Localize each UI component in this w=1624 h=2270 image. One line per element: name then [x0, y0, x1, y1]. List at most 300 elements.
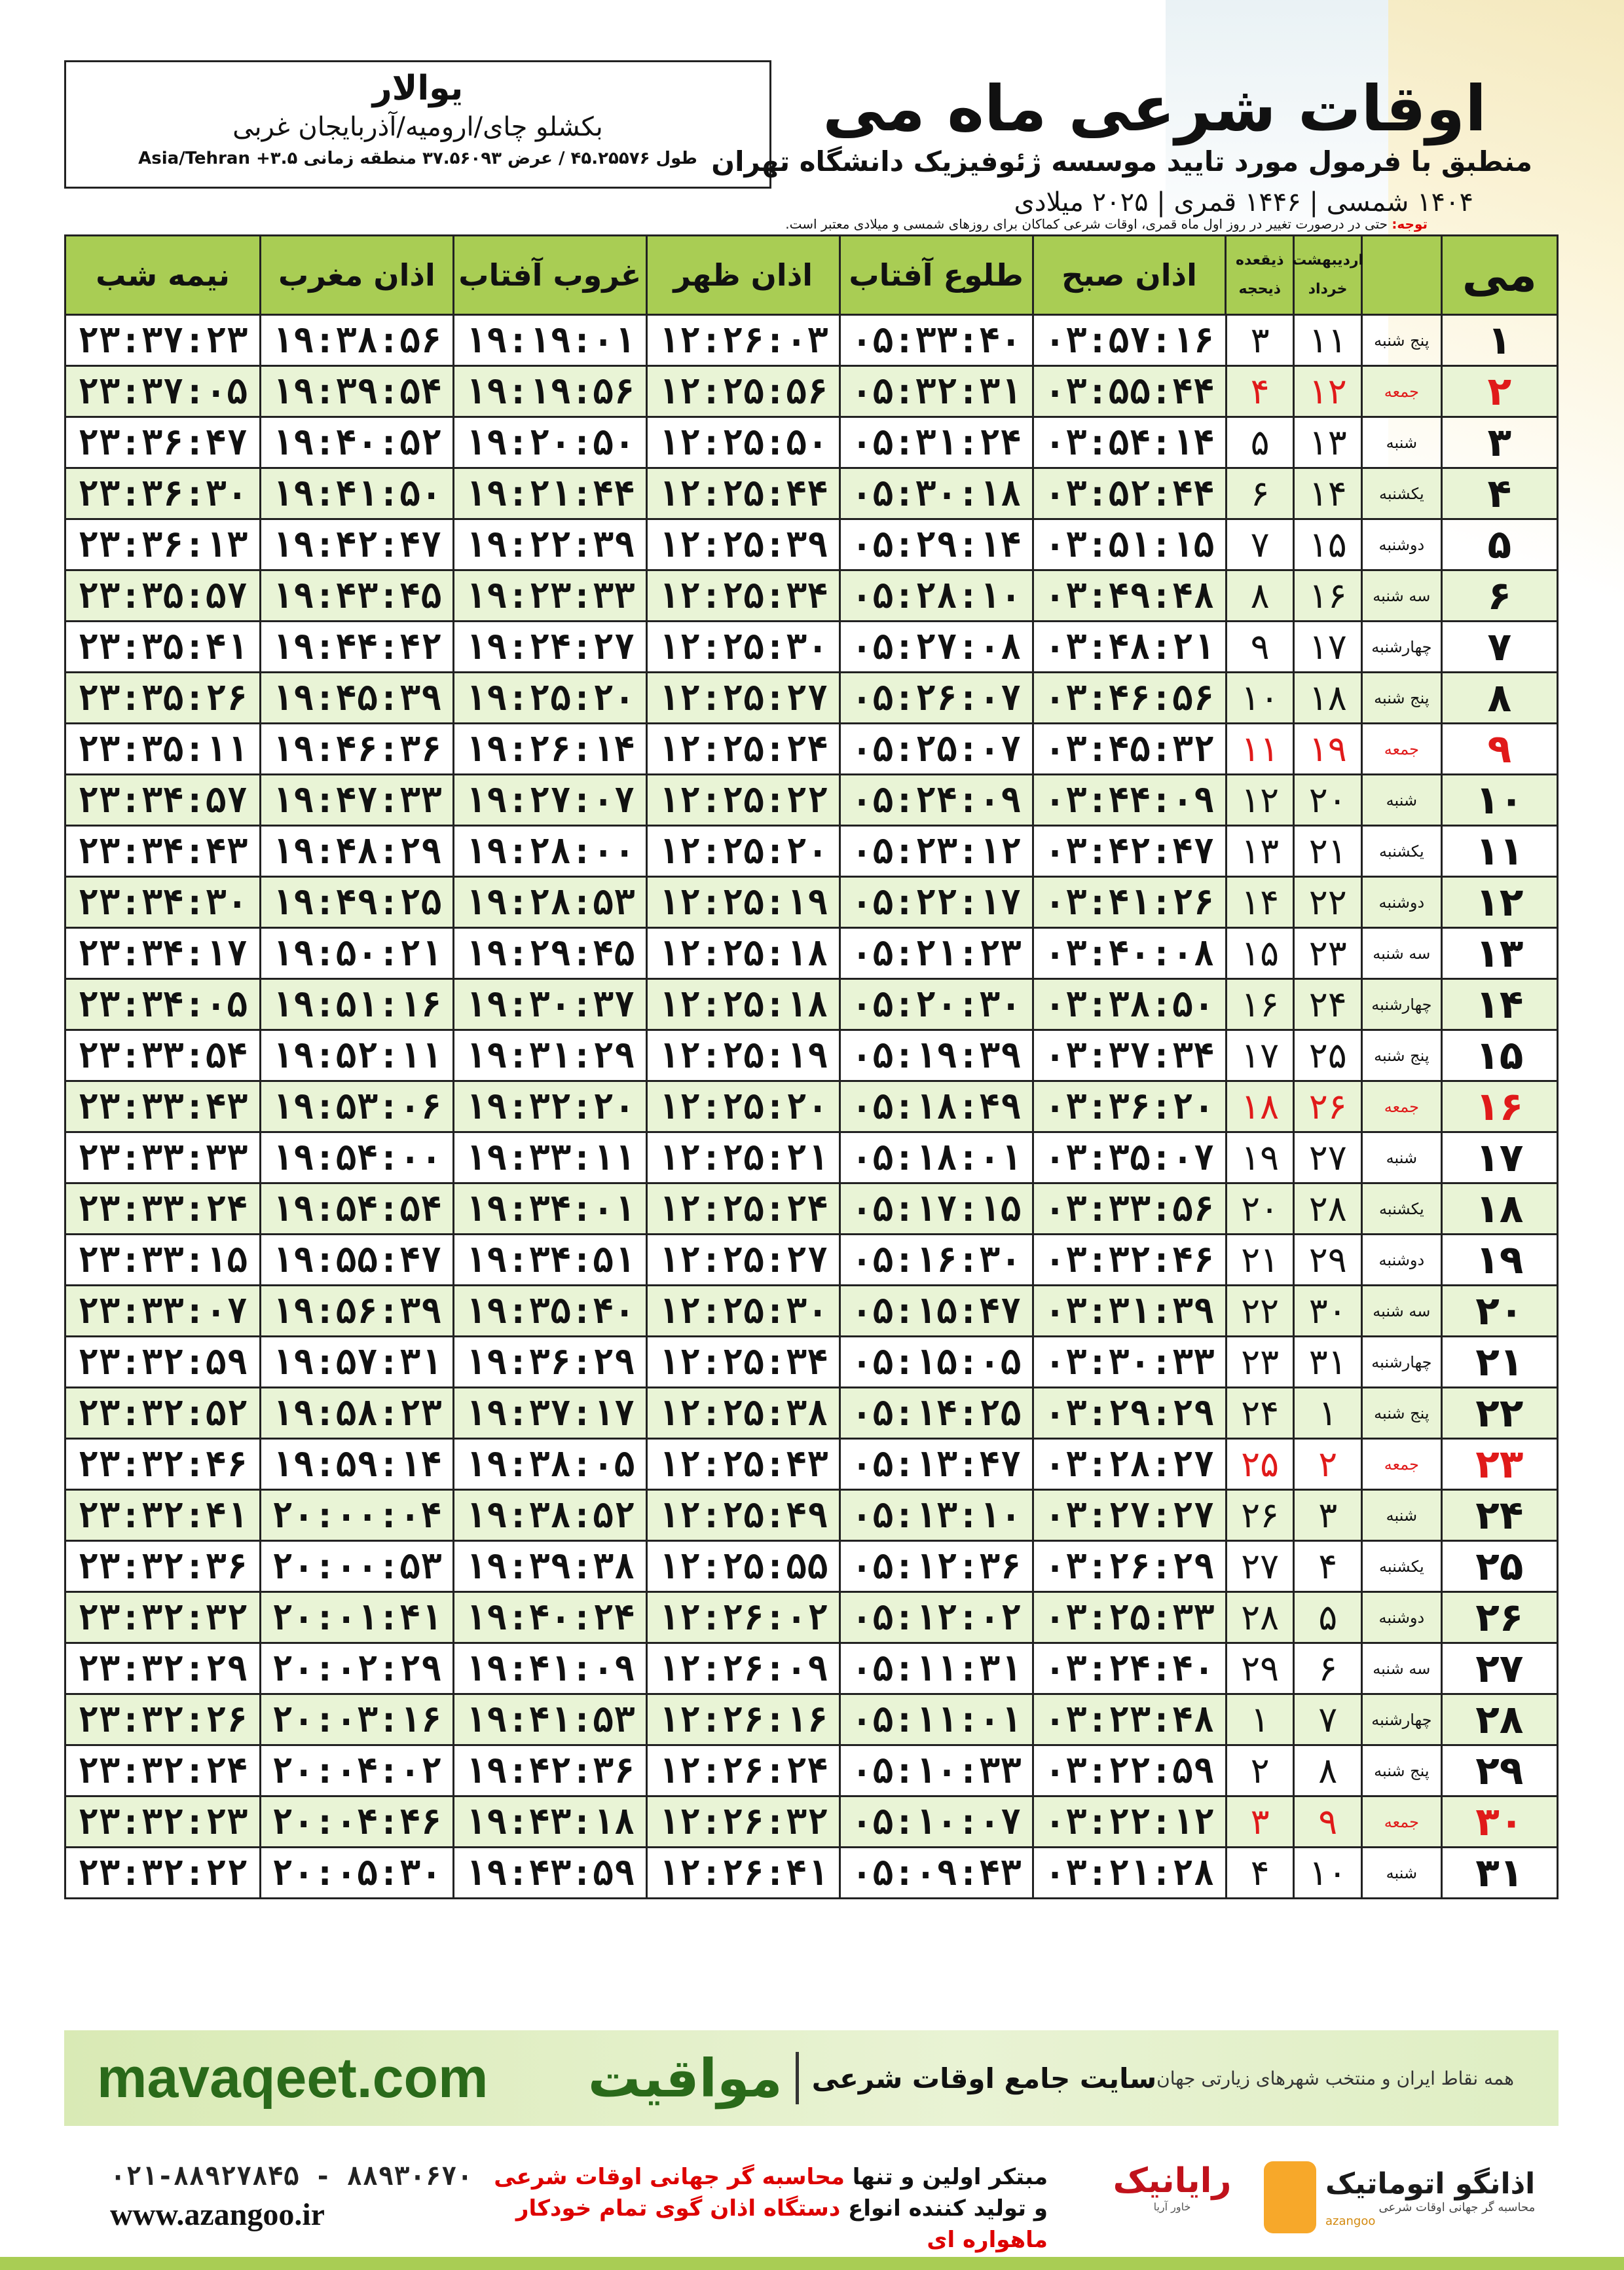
midnight-time-cell: ۲۳:۳۲:۲۶	[77, 1699, 248, 1740]
header-fajr: اذان صبح	[1032, 236, 1225, 314]
shamsi-date-cell: ۱۹	[1293, 724, 1361, 773]
sunset-time-cell: ۱۹:۳۸:۰۵	[452, 1440, 646, 1489]
day-cell: ۹	[1441, 724, 1557, 773]
weekday-cell: جمعه	[1361, 1440, 1441, 1489]
day-cell: ۷	[1441, 622, 1557, 671]
sunrise-time-cell: ۰۵:۲۲:۱۷	[839, 878, 1032, 927]
qamari-date-cell: ۳	[1225, 1797, 1293, 1846]
sunset-time-cell: ۱۹:۴۳:۱۸	[452, 1797, 646, 1846]
shamsi-date-cell: ۱۰	[1293, 1848, 1361, 1897]
note-text: حتی در درصورت تغییر در روز اول ماه قمری، اوقات شرعی کماکان برای روزهای شمسی و میلادی معتبر است.	[785, 216, 1388, 232]
shamsi-date-cell: ۲	[1293, 1440, 1361, 1489]
table-row	[64, 1695, 1559, 1746]
qamari-date-cell: ۱۳	[1225, 827, 1293, 876]
weekday-cell: سه شنبه	[1361, 1286, 1441, 1335]
weekday-cell: پنج شنبه	[1361, 673, 1441, 722]
sunset-time-cell: ۱۹:۲۸:۰۰	[452, 827, 646, 876]
azangoo-url[interactable]: www.azangoo.ir	[110, 2197, 325, 2232]
fajr-time-cell: ۰۳:۲۵:۳۳	[1032, 1593, 1225, 1642]
weekday-cell: یکشنبه	[1361, 1184, 1441, 1233]
midnight-time-cell: ۲۳:۳۳:۳۳	[77, 1137, 248, 1178]
brand-divider	[796, 2052, 799, 2104]
qamari-date-cell: ۶	[1225, 469, 1293, 518]
sunrise-time-cell: ۰۵:۱۴:۲۵	[839, 1388, 1032, 1438]
day-cell: ۳	[1441, 418, 1557, 467]
sunset-time-cell: ۱۹:۴۲:۳۶	[452, 1746, 646, 1795]
maghrib-time-cell: ۱۹:۵۴:۵۴	[259, 1184, 452, 1233]
midnight-time-cell: ۲۳:۳۲:۲۹	[77, 1648, 248, 1689]
day-cell: ۲۹	[1441, 1746, 1557, 1795]
fajr-time-cell: ۰۳:۵۱:۱۵	[1032, 520, 1225, 569]
sunset-time-cell: ۱۹:۲۵:۲۰	[452, 673, 646, 722]
sunrise-time-cell: ۰۵:۱۱:۰۱	[839, 1695, 1032, 1744]
dhuhr-time-cell: ۱۲:۲۵:۲۰	[646, 1082, 839, 1131]
promo-line-2-text: و تولید کننده انواع	[840, 2195, 1048, 2222]
fajr-time-cell: ۰۳:۳۶:۲۰	[1032, 1082, 1225, 1131]
weekday-cell: دوشنبه	[1361, 1235, 1441, 1284]
sunrise-time-cell: ۰۵:۱۸:۴۹	[839, 1082, 1032, 1131]
midnight-time-cell: ۲۳:۳۶:۴۷	[77, 422, 248, 463]
shamsi-date-cell: ۱۸	[1293, 673, 1361, 722]
maghrib-time-cell: ۱۹:۵۴:۰۰	[259, 1133, 452, 1182]
header-month: می	[1441, 236, 1557, 314]
sunrise-time-cell: ۰۵:۲۱:۲۳	[839, 929, 1032, 978]
dhuhr-time-cell: ۱۲:۲۵:۱۸	[646, 929, 839, 978]
midnight-time-cell: ۲۳:۳۲:۴۶	[77, 1443, 248, 1485]
midnight-time-cell: ۲۳:۳۲:۵۲	[77, 1392, 248, 1434]
header-qamari	[1225, 236, 1293, 314]
sunset-time-cell: ۱۹:۲۸:۵۳	[452, 878, 646, 927]
shamsi-date-cell: ۷	[1293, 1695, 1361, 1744]
maghrib-time-cell: ۲۰:۰۲:۲۹	[259, 1644, 452, 1693]
qamari-date-cell: ۵	[1225, 418, 1293, 467]
brand-tagline: سایت جامع اوقات شرعی	[811, 2062, 1157, 2094]
sunrise-time-cell: ۰۵:۱۷:۱۵	[839, 1184, 1032, 1233]
midnight-time-cell: ۲۳:۳۳:۴۳	[77, 1086, 248, 1127]
maghrib-time-cell: ۱۹:۴۲:۴۷	[259, 520, 452, 569]
qamari-date-cell: ۱۹	[1225, 1133, 1293, 1182]
location-box	[64, 60, 771, 189]
azangoo-badge-icon	[1264, 2161, 1316, 2233]
note-label: توجه:	[1392, 216, 1428, 232]
dhuhr-time-cell: ۱۲:۲۵:۵۶	[646, 367, 839, 416]
sunset-time-cell: ۱۹:۴۱:۵۳	[452, 1695, 646, 1744]
weekday-cell: شنبه	[1361, 418, 1441, 467]
promo-line-1-highlight: محاسبه گر جهانی اوقات شرعی	[494, 2164, 845, 2190]
qamari-date-cell: ۱۷	[1225, 1031, 1293, 1080]
promo-line-2	[458, 2193, 1048, 2256]
weekday-cell: سه شنبه	[1361, 1644, 1441, 1693]
shamsi-date-cell: ۲۴	[1293, 980, 1361, 1029]
table-row	[64, 775, 1559, 827]
dhuhr-time-cell: ۱۲:۲۶:۰۹	[646, 1644, 839, 1693]
rayanik-logo-sub: خاور آریا	[1153, 2201, 1191, 2213]
sunrise-time-cell: ۰۵:۲۴:۰۹	[839, 775, 1032, 825]
weekday-cell: یکشنبه	[1361, 469, 1441, 518]
table-row	[64, 367, 1559, 418]
maghrib-time-cell: ۲۰:۰۰:۵۳	[259, 1542, 452, 1591]
location-region: بکشلو چای/ارومیه/آذربایجان غربی	[232, 112, 603, 142]
midnight-time-cell: ۲۳:۳۲:۴۱	[77, 1495, 248, 1536]
sunset-time-cell: ۱۹:۳۵:۴۰	[452, 1286, 646, 1335]
fajr-time-cell: ۰۳:۳۸:۵۰	[1032, 980, 1225, 1029]
table-row	[64, 1082, 1559, 1133]
sunrise-time-cell: ۰۵:۲۳:۱۲	[839, 827, 1032, 876]
sunrise-time-cell: ۰۵:۲۶:۰۷	[839, 673, 1032, 722]
day-cell: ۱۶	[1441, 1082, 1557, 1131]
weekday-cell: یکشنبه	[1361, 1542, 1441, 1591]
dhuhr-time-cell: ۱۲:۲۵:۲۷	[646, 673, 839, 722]
maghrib-time-cell: ۱۹:۴۱:۵۰	[259, 469, 452, 518]
table-row	[64, 469, 1559, 520]
fajr-time-cell: ۰۳:۴۰:۰۸	[1032, 929, 1225, 978]
maghrib-time-cell: ۱۹:۵۹:۱۴	[259, 1440, 452, 1489]
qamari-date-cell: ۱۱	[1225, 724, 1293, 773]
weekday-cell: چهارشنبه	[1361, 1695, 1441, 1744]
fajr-time-cell: ۰۳:۵۴:۱۴	[1032, 418, 1225, 467]
dhuhr-time-cell: ۱۲:۲۵:۴۳	[646, 1440, 839, 1489]
day-cell: ۲۱	[1441, 1337, 1557, 1386]
dhuhr-time-cell: ۱۲:۲۵:۲۰	[646, 827, 839, 876]
weekday-cell: جمعه	[1361, 1797, 1441, 1846]
location-city: یوالار	[372, 69, 464, 108]
qamari-date-cell: ۱۲	[1225, 775, 1293, 825]
sunset-time-cell: ۱۹:۲۰:۵۰	[452, 418, 646, 467]
azangoo-logo-en: azangoo	[1325, 2214, 1376, 2228]
dhuhr-time-cell: ۱۲:۲۵:۵۵	[646, 1542, 839, 1591]
fajr-time-cell: ۰۳:۵۷:۱۶	[1032, 316, 1225, 365]
midnight-time-cell: ۲۳:۳۵:۴۱	[77, 626, 248, 667]
sunrise-time-cell: ۰۵:۲۰:۳۰	[839, 980, 1032, 1029]
shamsi-date-cell: ۶	[1293, 1644, 1361, 1693]
shamsi-date-cell: ۲۲	[1293, 878, 1361, 927]
sunset-time-cell: ۱۹:۱۹:۵۶	[452, 367, 646, 416]
weekday-cell: جمعه	[1361, 367, 1441, 416]
header-weekday	[1361, 236, 1441, 314]
table-row	[64, 1388, 1559, 1440]
fajr-time-cell: ۰۳:۲۶:۲۹	[1032, 1542, 1225, 1591]
maghrib-time-cell: ۱۹:۵۷:۳۱	[259, 1337, 452, 1386]
phone-numbers: ۰۲۱-۸۸۹۲۷۸۴۵ - ۸۸۹۳۰۶۷۰	[110, 2161, 473, 2191]
sunset-time-cell: ۱۹:۳۴:۰۱	[452, 1184, 646, 1233]
table-body	[64, 316, 1559, 1899]
fajr-time-cell: ۰۳:۲۲:۱۲	[1032, 1797, 1225, 1846]
fajr-time-cell: ۰۳:۲۹:۲۹	[1032, 1388, 1225, 1438]
dhuhr-time-cell: ۱۲:۲۵:۱۸	[646, 980, 839, 1029]
day-cell: ۱۰	[1441, 775, 1557, 825]
maghrib-time-cell: ۱۹:۴۵:۳۹	[259, 673, 452, 722]
maghrib-time-cell: ۲۰:۰۴:۴۶	[259, 1797, 452, 1846]
rayanik-logo-text: رایانیک	[1113, 2161, 1232, 2201]
weekday-cell: پنج شنبه	[1361, 1031, 1441, 1080]
table-row	[64, 1848, 1559, 1899]
table-row	[64, 520, 1559, 571]
header-shamsi-bottom: خرداد	[1308, 281, 1348, 297]
sunrise-time-cell: ۰۵:۳۰:۱۸	[839, 469, 1032, 518]
sunrise-time-cell: ۰۵:۱۲:۰۲	[839, 1593, 1032, 1642]
maghrib-time-cell: ۱۹:۴۳:۴۵	[259, 571, 452, 620]
maghrib-time-cell: ۱۹:۴۰:۵۲	[259, 418, 452, 467]
day-cell: ۵	[1441, 520, 1557, 569]
shamsi-date-cell: ۵	[1293, 1593, 1361, 1642]
sunrise-time-cell: ۰۵:۳۲:۳۱	[839, 367, 1032, 416]
header-maghrib: اذان مغرب	[259, 236, 452, 314]
qamari-date-cell: ۱۵	[1225, 929, 1293, 978]
weekday-cell: سه شنبه	[1361, 571, 1441, 620]
qamari-date-cell: ۱۰	[1225, 673, 1293, 722]
day-cell: ۳۰	[1441, 1797, 1557, 1846]
sunrise-time-cell: ۰۵:۲۵:۰۷	[839, 724, 1032, 773]
weekday-cell: دوشنبه	[1361, 878, 1441, 927]
fajr-time-cell: ۰۳:۴۲:۴۷	[1032, 827, 1225, 876]
qamari-date-cell: ۱۶	[1225, 980, 1293, 1029]
day-cell: ۲۴	[1441, 1491, 1557, 1540]
sunset-time-cell: ۱۹:۲۷:۰۷	[452, 775, 646, 825]
midnight-time-cell: ۲۳:۳۴:۱۷	[77, 933, 248, 974]
midnight-time-cell: ۲۳:۳۵:۵۷	[77, 575, 248, 616]
midnight-time-cell: ۲۳:۳۳:۱۵	[77, 1239, 248, 1280]
dhuhr-time-cell: ۱۲:۲۵:۳۰	[646, 622, 839, 671]
dhuhr-time-cell: ۱۲:۲۵:۲۴	[646, 1184, 839, 1233]
day-cell: ۲۷	[1441, 1644, 1557, 1693]
dhuhr-time-cell: ۱۲:۲۶:۴۱	[646, 1848, 839, 1897]
maghrib-time-cell: ۱۹:۴۶:۳۶	[259, 724, 452, 773]
fajr-time-cell: ۰۳:۴۸:۲۱	[1032, 622, 1225, 671]
dhuhr-time-cell: ۱۲:۲۵:۵۰	[646, 418, 839, 467]
qamari-date-cell: ۲۰	[1225, 1184, 1293, 1233]
sunset-time-cell: ۱۹:۲۲:۳۹	[452, 520, 646, 569]
sunrise-time-cell: ۰۵:۱۲:۳۶	[839, 1542, 1032, 1591]
table-row	[64, 316, 1559, 367]
table-row	[64, 929, 1559, 980]
sunset-time-cell: ۱۹:۲۴:۲۷	[452, 622, 646, 671]
maghrib-time-cell: ۱۹:۵۰:۲۱	[259, 929, 452, 978]
azangoo-logo-texts	[1325, 2167, 1535, 2228]
fajr-time-cell: ۰۳:۲۱:۲۸	[1032, 1848, 1225, 1897]
footer-band	[64, 2030, 1559, 2126]
midnight-time-cell: ۲۳:۳۲:۳۶	[77, 1546, 248, 1587]
qamari-date-cell: ۲۱	[1225, 1235, 1293, 1284]
dhuhr-time-cell: ۱۲:۲۵:۳۴	[646, 1337, 839, 1386]
day-cell: ۲۰	[1441, 1286, 1557, 1335]
dhuhr-time-cell: ۱۲:۲۶:۳۲	[646, 1797, 839, 1846]
dhuhr-time-cell: ۱۲:۲۵:۱۹	[646, 1031, 839, 1080]
dates-line: ۱۴۰۴ شمسی | ۱۴۴۶ قمری | ۲۰۲۵ میلادی	[1014, 187, 1473, 217]
table-row	[64, 1644, 1559, 1695]
table-row	[64, 1797, 1559, 1848]
day-cell: ۲	[1441, 367, 1557, 416]
dhuhr-time-cell: ۱۲:۲۵:۱۹	[646, 878, 839, 927]
header-shamsi	[1292, 236, 1364, 314]
table-row	[64, 1184, 1559, 1235]
table-row	[64, 622, 1559, 673]
table-row	[64, 418, 1559, 469]
fajr-time-cell: ۰۳:۴۶:۵۶	[1032, 673, 1225, 722]
qamari-date-cell: ۴	[1225, 1848, 1293, 1897]
sunrise-time-cell: ۰۵:۳۱:۲۴	[839, 418, 1032, 467]
maghrib-time-cell: ۱۹:۴۹:۲۵	[259, 878, 452, 927]
header-qamari-top: ذیقعده	[1236, 252, 1284, 269]
dhuhr-time-cell: ۱۲:۲۶:۰۲	[646, 1593, 839, 1642]
shamsi-date-cell: ۳۰	[1293, 1286, 1361, 1335]
shamsi-date-cell: ۱۷	[1293, 622, 1361, 671]
fajr-time-cell: ۰۳:۲۳:۴۸	[1032, 1695, 1225, 1744]
maghrib-time-cell: ۱۹:۴۸:۲۹	[259, 827, 452, 876]
fajr-time-cell: ۰۳:۵۲:۴۴	[1032, 469, 1225, 518]
weekday-cell: یکشنبه	[1361, 827, 1441, 876]
shamsi-date-cell: ۸	[1293, 1746, 1361, 1795]
table-row	[64, 1593, 1559, 1644]
sunset-time-cell: ۱۹:۳۲:۲۰	[452, 1082, 646, 1131]
maghrib-time-cell: ۲۰:۰۴:۰۲	[259, 1746, 452, 1795]
weekday-cell: شنبه	[1361, 1491, 1441, 1540]
dhuhr-time-cell: ۱۲:۲۵:۳۸	[646, 1388, 839, 1438]
dhuhr-time-cell: ۱۲:۲۵:۴۴	[646, 469, 839, 518]
midnight-time-cell: ۲۳:۳۵:۲۶	[77, 677, 248, 718]
fajr-time-cell: ۰۳:۴۵:۳۲	[1032, 724, 1225, 773]
site-url[interactable]: mavaqeet.com	[97, 2046, 489, 2110]
promo-text	[458, 2161, 1048, 2256]
location-coords: طول ۴۵.۲۵۵۷۶ / عرض ۳۷.۵۶۰۹۳ منطقه زمانی ۳.۵+ Asia/Tehran	[138, 149, 697, 168]
weekday-cell: شنبه	[1361, 1848, 1441, 1897]
midnight-time-cell: ۲۳:۳۳:۰۷	[77, 1290, 248, 1331]
header-dhuhr: اذان ظهر	[646, 236, 839, 314]
midnight-time-cell: ۲۳:۳۳:۲۴	[77, 1188, 248, 1229]
sunrise-time-cell: ۰۵:۱۰:۰۷	[839, 1797, 1032, 1846]
day-cell: ۶	[1441, 571, 1557, 620]
day-cell: ۱۴	[1441, 980, 1557, 1029]
day-cell: ۲۲	[1441, 1388, 1557, 1438]
fajr-time-cell: ۰۳:۲۷:۲۷	[1032, 1491, 1225, 1540]
promo-line-2-highlight: دستگاه اذان گوی تمام خودکار ماهواره ای	[515, 2195, 1048, 2253]
shamsi-date-cell: ۲۹	[1293, 1235, 1361, 1284]
day-cell: ۱۷	[1441, 1133, 1557, 1182]
day-cell: ۲۳	[1441, 1440, 1557, 1489]
sunset-time-cell: ۱۹:۲۳:۳۳	[452, 571, 646, 620]
fajr-time-cell: ۰۳:۵۵:۴۴	[1032, 367, 1225, 416]
sunrise-time-cell: ۰۵:۱۳:۴۷	[839, 1440, 1032, 1489]
midnight-time-cell: ۲۳:۳۲:۲۲	[77, 1852, 248, 1893]
fajr-time-cell: ۰۳:۳۲:۴۶	[1032, 1235, 1225, 1284]
fajr-time-cell: ۰۳:۴۴:۰۹	[1032, 775, 1225, 825]
header-midnight: نیمه شب	[96, 257, 230, 293]
shamsi-date-cell: ۹	[1293, 1797, 1361, 1846]
fajr-time-cell: ۰۳:۲۸:۲۷	[1032, 1440, 1225, 1489]
day-cell: ۱۳	[1441, 929, 1557, 978]
sunrise-time-cell: ۰۵:۱۰:۳۳	[839, 1746, 1032, 1795]
shamsi-date-cell: ۱۶	[1293, 571, 1361, 620]
weekday-cell: چهارشنبه	[1361, 980, 1441, 1029]
midnight-time-cell: ۲۳:۳۴:۰۵	[77, 984, 248, 1025]
sunset-time-cell: ۱۹:۳۷:۱۷	[452, 1388, 646, 1438]
header-shamsi-top: اردیبهشت	[1292, 252, 1364, 269]
dhuhr-time-cell: ۱۲:۲۵:۳۰	[646, 1286, 839, 1335]
brand-block	[588, 2048, 1526, 2109]
midnight-time-cell: ۲۳:۳۷:۲۳	[77, 320, 248, 361]
sunrise-time-cell: ۰۵:۱۹:۳۹	[839, 1031, 1032, 1080]
qamari-date-cell: ۲۹	[1225, 1644, 1293, 1693]
weekday-cell: دوشنبه	[1361, 1593, 1441, 1642]
table-row	[64, 1337, 1559, 1388]
day-cell: ۱	[1441, 316, 1557, 365]
midnight-time-cell: ۲۳:۳۷:۰۵	[77, 371, 248, 412]
sunset-time-cell: ۱۹:۳۹:۳۸	[452, 1542, 646, 1591]
shamsi-date-cell: ۱۱	[1293, 316, 1361, 365]
shamsi-date-cell: ۱۳	[1293, 418, 1361, 467]
weekday-cell: سه شنبه	[1361, 929, 1441, 978]
maghrib-time-cell: ۱۹:۳۹:۵۴	[259, 367, 452, 416]
qamari-date-cell: ۲۸	[1225, 1593, 1293, 1642]
promo-line-1	[458, 2161, 1048, 2193]
prayer-times-table	[64, 234, 1559, 1899]
shamsi-date-cell: ۳	[1293, 1491, 1361, 1540]
table-row	[64, 1235, 1559, 1286]
maghrib-time-cell: ۲۰:۰۵:۳۰	[259, 1848, 452, 1897]
dhuhr-time-cell: ۱۲:۲۶:۱۶	[646, 1695, 839, 1744]
table-row	[64, 1031, 1559, 1082]
weekday-cell: جمعه	[1361, 1082, 1441, 1131]
table-row	[64, 1491, 1559, 1542]
qamari-date-cell: ۲۷	[1225, 1542, 1293, 1591]
day-cell: ۱۹	[1441, 1235, 1557, 1284]
qamari-date-cell: ۳	[1225, 316, 1293, 365]
sunset-time-cell: ۱۹:۴۳:۵۹	[452, 1848, 646, 1897]
maghrib-time-cell: ۱۹:۵۲:۱۱	[259, 1031, 452, 1080]
dhuhr-time-cell: ۱۲:۲۶:۰۳	[646, 316, 839, 365]
rayanik-logo	[1107, 2161, 1238, 2233]
header-sunrise: طلوع آفتاب	[839, 236, 1032, 314]
qamari-date-cell: ۸	[1225, 571, 1293, 620]
weekday-cell: چهارشنبه	[1361, 622, 1441, 671]
maghrib-time-cell: ۱۹:۵۳:۰۶	[259, 1082, 452, 1131]
sunrise-time-cell: ۰۵:۲۷:۰۸	[839, 622, 1032, 671]
table-header	[64, 234, 1559, 316]
table-row	[64, 827, 1559, 878]
maghrib-time-cell: ۲۰:۰۱:۴۱	[259, 1593, 452, 1642]
qamari-date-cell: ۲۴	[1225, 1388, 1293, 1438]
qamari-date-cell: ۲۶	[1225, 1491, 1293, 1540]
qamari-date-cell: ۷	[1225, 520, 1293, 569]
fajr-time-cell: ۰۳:۳۱:۳۹	[1032, 1286, 1225, 1335]
shamsi-date-cell: ۲۶	[1293, 1082, 1361, 1131]
sunset-time-cell: ۱۹:۴۰:۲۴	[452, 1593, 646, 1642]
midnight-time-cell: ۲۳:۳۲:۲۴	[77, 1750, 248, 1791]
table-row	[64, 1542, 1559, 1593]
midnight-time-cell: ۲۳:۳۳:۵۴	[77, 1035, 248, 1076]
midnight-time-cell: ۲۳:۳۲:۳۲	[77, 1597, 248, 1638]
maghrib-time-cell: ۱۹:۳۸:۵۶	[259, 316, 452, 365]
weekday-cell: پنج شنبه	[1361, 1388, 1441, 1438]
maghrib-time-cell: ۱۹:۵۶:۳۹	[259, 1286, 452, 1335]
shamsi-date-cell: ۱۲	[1293, 367, 1361, 416]
sunset-time-cell: ۱۹:۲۶:۱۴	[452, 724, 646, 773]
shamsi-date-cell: ۱۴	[1293, 469, 1361, 518]
table-row	[64, 1440, 1559, 1491]
shamsi-date-cell: ۴	[1293, 1542, 1361, 1591]
day-cell: ۸	[1441, 673, 1557, 722]
weekday-cell: دوشنبه	[1361, 520, 1441, 569]
fajr-time-cell: ۰۳:۳۳:۵۶	[1032, 1184, 1225, 1233]
day-cell: ۴	[1441, 469, 1557, 518]
header-sunset: غروب آفتاب	[452, 236, 646, 314]
sunrise-time-cell: ۰۵:۱۸:۰۱	[839, 1133, 1032, 1182]
midnight-time-cell: ۲۳:۳۶:۱۳	[77, 524, 248, 565]
qamari-date-cell: ۱۸	[1225, 1082, 1293, 1131]
day-cell: ۱۱	[1441, 827, 1557, 876]
brand-logo-text: مواقیت	[587, 2047, 783, 2109]
table-row	[64, 1133, 1559, 1184]
day-cell: ۲۶	[1441, 1593, 1557, 1642]
